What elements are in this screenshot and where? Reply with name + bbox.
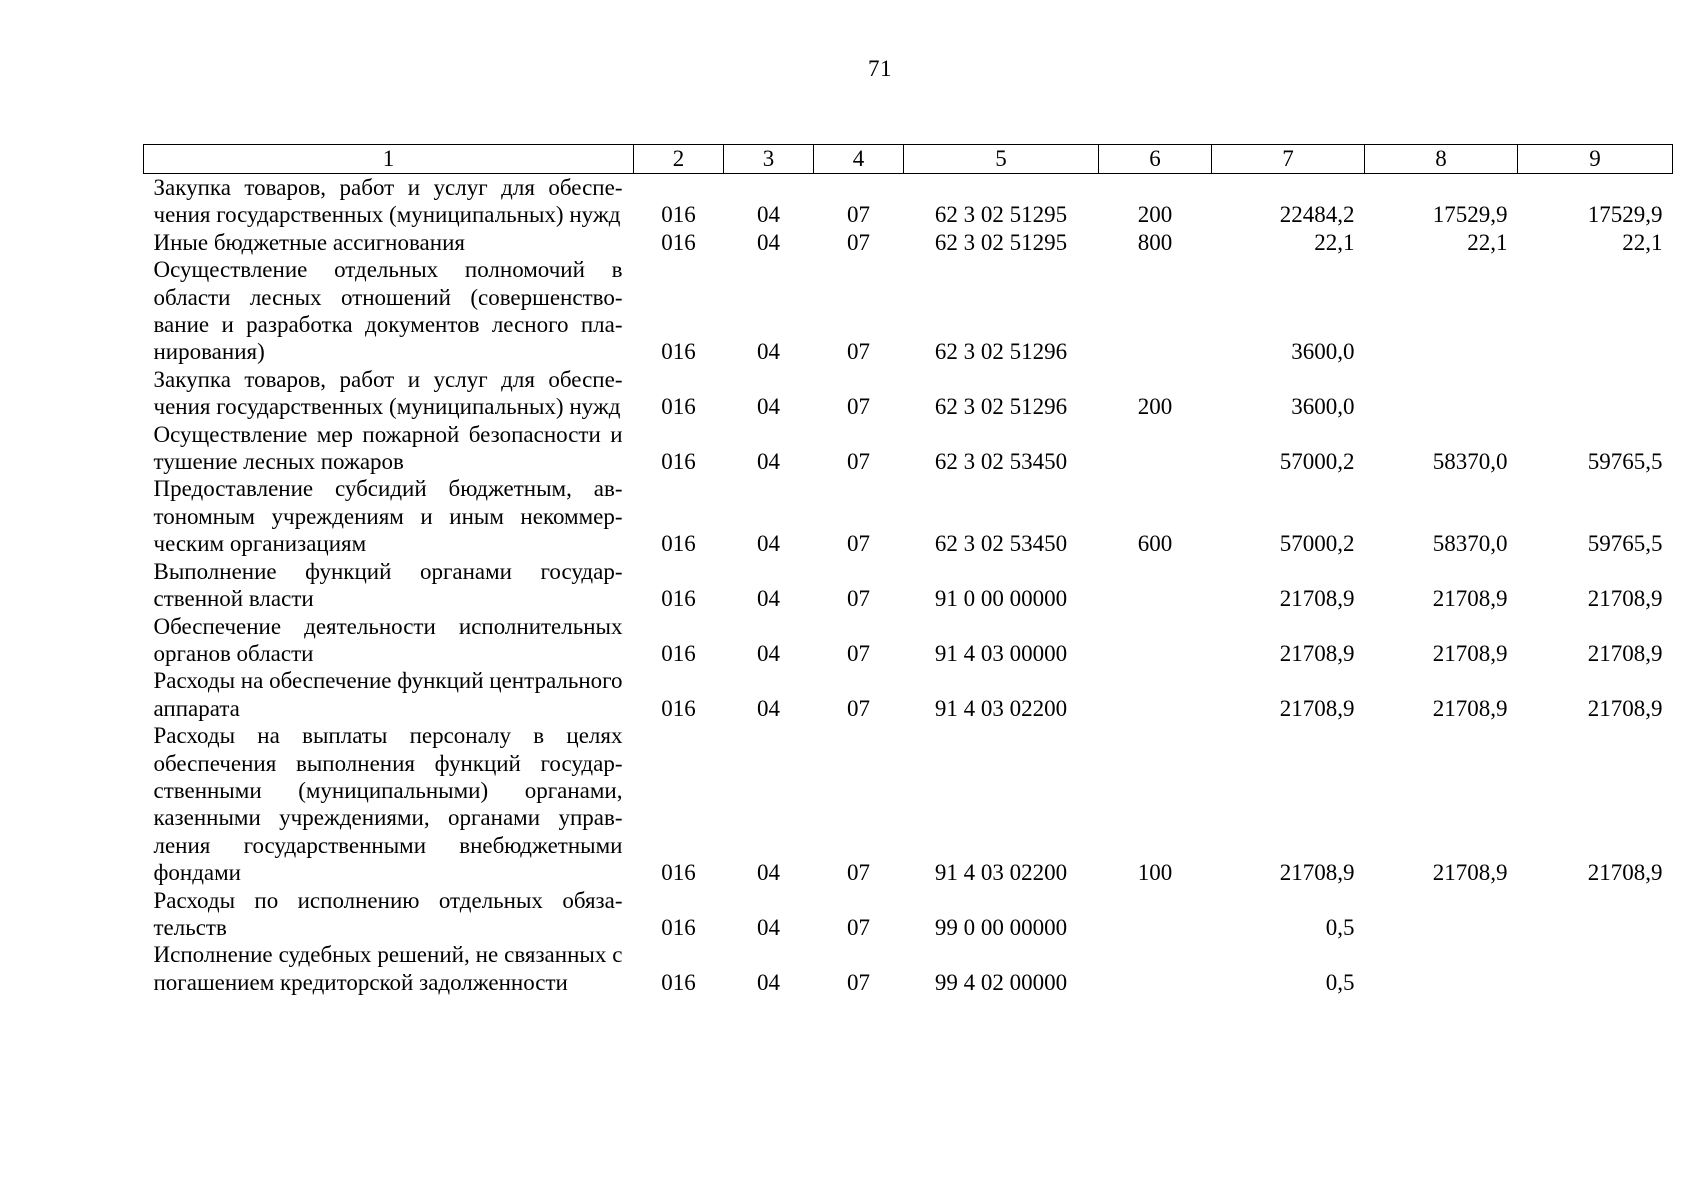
- row-col-4-cell: 07: [847, 640, 870, 666]
- row-col-5-cell: 91 4 03 00000: [934, 640, 1068, 666]
- row-col-8-cell: 21708,9: [1432, 586, 1508, 612]
- table-row: [144, 558, 1673, 613]
- row-col-2-cell: 016: [661, 202, 696, 228]
- header-col-7: 7: [1212, 145, 1365, 174]
- row-col-3-cell: 04: [757, 339, 780, 365]
- row-col-7-cell: 21708,9: [1279, 860, 1355, 886]
- row-name-cell: Исполнение судебных решений, не связанных с погашением кредиторской задолженности: [153, 942, 623, 995]
- row-col-8-cell: [1365, 941, 1518, 996]
- table-row: [144, 887, 1673, 942]
- row-col-8-cell: 22,1: [1467, 229, 1508, 255]
- row-col-2-cell: 016: [661, 969, 696, 995]
- row-col-3-cell: 04: [757, 586, 780, 612]
- row-name-cell: Закупка товаров, работ и услуг для обеспечения государственных (муниципальных) нужд: [153, 175, 623, 228]
- row-col-3-cell: 04: [757, 202, 780, 228]
- row-col-4-cell: 07: [847, 860, 870, 886]
- budget-table: [143, 144, 1673, 996]
- table-row: [144, 256, 1673, 366]
- row-name-cell: Расходы на обеспечение функций центрального аппарата: [153, 668, 623, 721]
- row-col-7-cell: 0,5: [1325, 969, 1355, 995]
- row-col-7-cell: 57000,2: [1279, 531, 1355, 557]
- row-col-8-cell: 17529,9: [1432, 202, 1508, 228]
- row-col-8-cell: 21708,9: [1432, 640, 1508, 666]
- header-row: [144, 145, 1673, 174]
- row-col-9-cell: [1518, 887, 1673, 942]
- row-col-4-cell: 07: [847, 339, 870, 365]
- row-col-4-cell: 07: [847, 394, 870, 420]
- row-col-2-cell: 016: [661, 695, 696, 721]
- header-col-6: 6: [1099, 145, 1212, 174]
- row-col-9-cell: [1518, 941, 1673, 996]
- row-col-4-cell: 07: [847, 229, 870, 255]
- row-col-3-cell: 04: [757, 914, 780, 940]
- row-col-2-cell: 016: [661, 339, 696, 365]
- row-name-cell: Осуществление мер пожарной безопасности и тушение лесных пожаров: [153, 421, 623, 475]
- row-col-5-cell: 99 0 00 00000: [934, 914, 1068, 940]
- row-col-3-cell: 04: [757, 449, 780, 475]
- row-col-9-cell: 21708,9: [1587, 860, 1663, 886]
- row-name-cell: Обеспечение деятельности исполнительных органов области: [153, 613, 623, 666]
- table-row: [144, 174, 1673, 229]
- row-col-6-cell: [1099, 887, 1212, 942]
- row-col-8-cell: 21708,9: [1432, 860, 1508, 886]
- table-row: [144, 366, 1673, 421]
- row-col-4-cell: 07: [847, 695, 870, 721]
- row-col-6-cell: [1099, 558, 1212, 613]
- row-col-4-cell: 07: [847, 914, 870, 940]
- header-col-5: 5: [904, 145, 1099, 174]
- row-col-5-cell: 91 4 03 02200: [934, 695, 1068, 721]
- row-col-4-cell: 07: [847, 969, 870, 995]
- row-col-4-cell: 07: [847, 531, 870, 557]
- row-col-6-cell: 600: [1137, 531, 1173, 557]
- row-col-9-cell: [1518, 256, 1673, 366]
- row-col-7-cell: 0,5: [1325, 914, 1355, 940]
- row-col-6-cell: 200: [1137, 394, 1173, 420]
- row-col-6-cell: [1099, 256, 1212, 366]
- row-col-2-cell: 016: [661, 914, 696, 940]
- row-col-3-cell: 04: [757, 229, 780, 255]
- row-col-9-cell: 21708,9: [1587, 586, 1663, 612]
- table-row: [144, 229, 1673, 256]
- row-col-9-cell: 21708,9: [1587, 695, 1663, 721]
- table-row: [144, 941, 1673, 996]
- table-row: [144, 667, 1673, 722]
- header-col-4: 4: [814, 145, 904, 174]
- row-col-8-cell: [1365, 256, 1518, 366]
- row-col-2-cell: 016: [661, 229, 696, 255]
- row-col-9-cell: 59765,5: [1587, 449, 1663, 475]
- row-col-8-cell: 58370,0: [1432, 531, 1508, 557]
- row-col-7-cell: 21708,9: [1279, 586, 1355, 612]
- row-col-7-cell: 3600,0: [1291, 339, 1355, 365]
- row-name-cell: Предоставление субсидий бюджетным, автономным учреждениям и иным некоммерческим организациям: [153, 476, 623, 557]
- row-col-2-cell: 016: [661, 394, 696, 420]
- row-name-cell: Закупка товаров, работ и услуг для обеспечения государственных (муниципальных) нужд: [153, 366, 623, 420]
- table-body: [144, 174, 1673, 997]
- row-col-8-cell: 21708,9: [1432, 695, 1508, 721]
- row-col-3-cell: 04: [757, 860, 780, 886]
- row-col-5-cell: 62 3 02 51295: [934, 229, 1068, 255]
- row-col-5-cell: 62 3 02 53450: [934, 531, 1068, 557]
- page-number: 71: [868, 56, 892, 81]
- table-row: [144, 722, 1673, 886]
- row-col-5-cell: 91 4 03 02200: [934, 860, 1068, 886]
- row-col-2-cell: 016: [661, 586, 696, 612]
- table-header: [144, 145, 1673, 174]
- row-col-3-cell: 04: [757, 531, 780, 557]
- table-row: [144, 613, 1673, 668]
- row-col-9-cell: 59765,5: [1587, 531, 1663, 557]
- row-col-4-cell: 07: [847, 202, 870, 228]
- row-col-7-cell: 21708,9: [1279, 640, 1355, 666]
- row-col-3-cell: 04: [757, 640, 780, 666]
- header-col-2: 2: [634, 145, 724, 174]
- row-col-6-cell: 200: [1137, 202, 1173, 228]
- row-col-8-cell: 58370,0: [1432, 449, 1508, 475]
- row-col-4-cell: 07: [847, 586, 870, 612]
- row-col-6-cell: 100: [1137, 860, 1173, 886]
- row-col-3-cell: 04: [757, 695, 780, 721]
- row-name-cell: Осуществление отдельных полномочий в области лесных отношений (совершенствование и разработка документов лесного планирования): [153, 257, 623, 365]
- header-col-3: 3: [724, 145, 814, 174]
- row-col-3-cell: 04: [757, 969, 780, 995]
- table-row: [144, 475, 1673, 557]
- row-col-5-cell: 62 3 02 53450: [934, 449, 1068, 475]
- row-col-2-cell: 016: [661, 531, 696, 557]
- row-col-7-cell: 21708,9: [1279, 695, 1355, 721]
- row-col-8-cell: [1365, 366, 1518, 421]
- header-col-1: 1: [144, 145, 634, 174]
- row-col-5-cell: 91 0 00 00000: [934, 586, 1068, 612]
- header-col-8: 8: [1365, 145, 1518, 174]
- row-col-9-cell: 17529,9: [1587, 202, 1663, 228]
- row-name-cell: Выполнение функций органами государственной власти: [153, 558, 623, 612]
- row-col-7-cell: 22484,2: [1279, 202, 1355, 228]
- row-col-6-cell: [1099, 613, 1212, 668]
- row-col-7-cell: 3600,0: [1291, 394, 1355, 420]
- row-col-5-cell: 62 3 02 51296: [934, 339, 1068, 365]
- row-col-3-cell: 04: [757, 394, 780, 420]
- row-name-cell: Расходы на выплаты персоналу в целях обеспечения выполнения функций государственными (муниципальными) органами, казенными учреждениями, органами управления государственными внебюджетными фондами: [153, 723, 623, 886]
- row-col-6-cell: [1099, 421, 1212, 476]
- row-col-5-cell: 99 4 02 00000: [934, 969, 1068, 995]
- row-col-4-cell: 07: [847, 449, 870, 475]
- row-col-6-cell: 800: [1137, 229, 1173, 255]
- row-col-9-cell: 21708,9: [1587, 640, 1663, 666]
- table-row: [144, 421, 1673, 476]
- row-col-5-cell: 62 3 02 51295: [934, 202, 1068, 228]
- row-col-7-cell: 57000,2: [1279, 449, 1355, 475]
- row-col-2-cell: 016: [661, 449, 696, 475]
- row-col-9-cell: 22,1: [1622, 229, 1663, 255]
- row-col-6-cell: [1099, 941, 1212, 996]
- row-col-8-cell: [1365, 887, 1518, 942]
- row-col-2-cell: 016: [661, 640, 696, 666]
- row-name-cell: Расходы по исполнению отдельных обязательств: [153, 887, 623, 940]
- row-col-5-cell: 62 3 02 51296: [934, 394, 1068, 420]
- header-col-9: 9: [1518, 145, 1673, 174]
- row-col-7-cell: 22,1: [1314, 229, 1355, 255]
- row-col-9-cell: [1518, 366, 1673, 421]
- row-name-cell: Иные бюджетные ассигнования: [153, 229, 465, 255]
- row-col-6-cell: [1099, 667, 1212, 722]
- row-col-2-cell: 016: [661, 860, 696, 886]
